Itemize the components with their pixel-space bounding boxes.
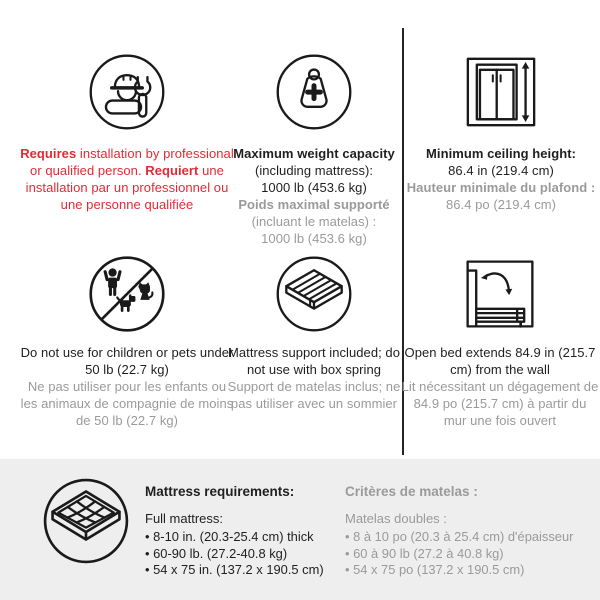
- mattress-requirements-section: [0, 459, 600, 600]
- ceiling-fr-line1: 86.4 po (219.4 cm): [445, 197, 557, 212]
- children-pets-fr: Ne pas utiliser pour les enfants ou les animaux de compagnie de moins de 50 lb (22.7 kg): [20, 379, 234, 428]
- list-item: • 8-10 in. (20.3-25.4 cm) thick: [145, 529, 360, 546]
- panel-weight-capacity: [229, 53, 399, 247]
- weight-en-heading: Maximum weight capacity: [233, 146, 395, 161]
- panel-mattress-support: [221, 255, 407, 412]
- list-item: • 60 à 90 lb (27.2 à 40.8 kg): [345, 546, 595, 563]
- children-pets-en: Do not use for children or pets under 50 lb (22.7 kg): [20, 345, 234, 377]
- ceiling-fr-heading: Hauteur minimale du plafond :: [406, 180, 596, 195]
- mattress-icon-box: [42, 477, 130, 570]
- installer-icon: [88, 53, 166, 131]
- open-bed-icon-box: [401, 255, 599, 333]
- installation-text: [18, 145, 236, 213]
- weight-en-line1: (including mattress):: [254, 163, 374, 178]
- ceiling-en-line1: 86.4 in (219.4 cm): [448, 163, 554, 178]
- list-item: • 8 à 10 po (20.3 à 25.4 cm) d'épaisseur: [345, 529, 595, 546]
- open-bed-en: Open bed extends 84.9 in (215.7 cm) from the wall: [404, 345, 596, 377]
- weight-fr-line2: 1000 lb (453.6 kg): [261, 231, 367, 246]
- weight-fr-heading: Poids maximal supporté: [238, 197, 390, 212]
- list-item: • 54 x 75 in. (137.2 x 190.5 cm): [145, 562, 360, 579]
- panel-no-children-pets: [18, 255, 236, 429]
- list-item: • 54 x 75 po (137.2 x 190.5 cm): [345, 562, 595, 579]
- weight-capacity-icon: [275, 53, 353, 131]
- open-bed-fr: Lit nécessitant un dégagement de 84.9 po (215.7 cm) à partir du mur une fois ouvert: [401, 379, 599, 428]
- ceiling-height-icon-box: [405, 53, 597, 131]
- panel-open-bed: [401, 255, 599, 429]
- slat-base-icon: [275, 255, 353, 333]
- mattress-support-en: Mattress support included; do not use with box spring: [228, 345, 400, 377]
- mattress-requirements-list-en: [145, 529, 360, 579]
- mattress-requirements-subheading-en: Full mattress:: [145, 511, 224, 526]
- mattress-requirements-list-fr: [345, 529, 595, 579]
- installation-fr-rest: une installation par un professionnel ou une personne qualifiée: [25, 163, 229, 212]
- no-children-pets-icon-box: [18, 255, 236, 333]
- installation-en-bold: Requires: [20, 146, 77, 161]
- slat-base-icon-box: [221, 255, 407, 333]
- installation-en-rest: installation by professional or qualified person.: [30, 146, 234, 178]
- mattress-support-fr: Support de matelas inclus; ne pas utiliser avec un sommier: [227, 379, 401, 411]
- installer-icon-box: [18, 53, 236, 131]
- mattress-requirements-subheading-fr: Matelas doubles :: [345, 511, 447, 526]
- open-bed-icon: [461, 255, 539, 333]
- ceiling-height-icon: [462, 53, 540, 131]
- weight-capacity-icon-box: [229, 53, 399, 131]
- list-item: • 60-90 lb. (27.2-40.8 kg): [145, 546, 360, 563]
- no-children-pets-icon: [88, 255, 166, 333]
- installation-fr-bold: Requiert: [145, 163, 199, 178]
- mattress-icon: [42, 477, 130, 565]
- weight-en-line2: 1000 lb (453.6 kg): [261, 180, 367, 195]
- weight-fr-line1: (incluant le matelas) :: [251, 214, 377, 229]
- mattress-requirements-heading-en: Mattress requirements:: [145, 484, 295, 499]
- panel-ceiling-height: [405, 53, 597, 213]
- mattress-requirements-en: [145, 483, 360, 579]
- panel-installation: [18, 53, 236, 213]
- mattress-requirements-fr: [345, 483, 595, 579]
- ceiling-en-heading: Minimum ceiling height:: [426, 146, 576, 161]
- mattress-requirements-heading-fr: Critères de matelas :: [345, 484, 478, 499]
